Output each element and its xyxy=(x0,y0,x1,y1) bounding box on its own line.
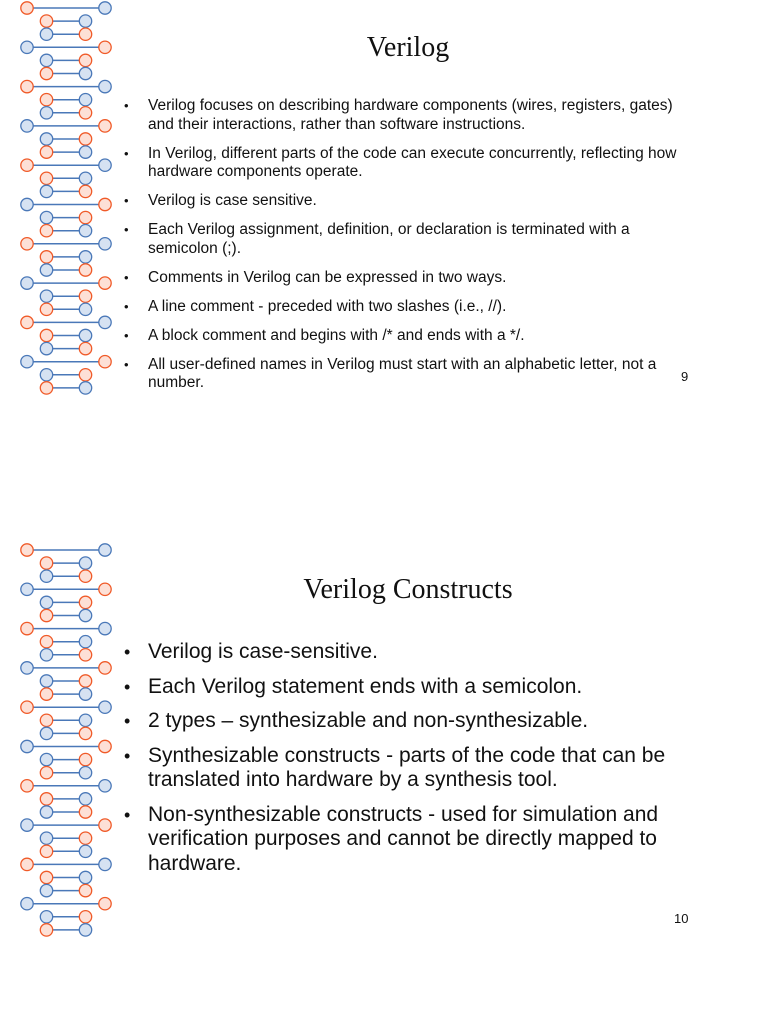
dna-node-blue xyxy=(40,884,52,896)
dna-node-orange xyxy=(40,793,52,805)
dna-node-blue xyxy=(21,819,33,831)
dna-node-blue xyxy=(21,898,33,910)
dna-node-orange xyxy=(79,264,91,276)
dna-node-orange xyxy=(99,819,111,831)
dna-node-blue xyxy=(40,596,52,608)
dna-node-blue xyxy=(40,28,52,40)
dna-node-orange xyxy=(21,544,33,556)
dna-node-blue xyxy=(40,649,52,661)
list-item: • Non-synthesizable constructs - used for simulation and verification purposes and cannot be directly mapped to hardware. xyxy=(124,802,659,875)
dna-node-orange xyxy=(40,767,52,779)
dna-node-orange xyxy=(21,622,33,634)
dna-node-blue xyxy=(40,290,52,302)
dna-node-blue xyxy=(40,675,52,687)
dna-helix-decoration xyxy=(20,542,112,952)
dna-node-orange xyxy=(21,80,33,92)
dna-node-blue xyxy=(79,636,91,648)
dna-node-blue xyxy=(40,264,52,276)
dna-node-orange xyxy=(79,369,91,381)
dna-node-orange xyxy=(99,740,111,752)
dna-node-orange xyxy=(79,806,91,818)
page-number: 10 xyxy=(674,911,689,926)
dna-node-blue xyxy=(99,622,111,634)
dna-node-orange xyxy=(79,911,91,923)
list-item: • Verilog is case-sensitive. xyxy=(124,640,378,663)
dna-node-blue xyxy=(79,15,91,27)
dna-node-orange xyxy=(40,94,52,106)
dna-node-orange xyxy=(40,871,52,883)
dna-node-orange xyxy=(40,303,52,315)
dna-node-orange xyxy=(40,67,52,79)
dna-node-blue xyxy=(99,80,111,92)
dna-node-blue xyxy=(79,688,91,700)
dna-node-orange xyxy=(40,609,52,621)
dna-node-orange xyxy=(99,356,111,368)
dna-node-orange xyxy=(40,557,52,569)
dna-node-blue xyxy=(40,54,52,66)
list-item: • All user-defined names in Verilog must start with an alphabetic letter, not a number. xyxy=(124,355,657,391)
list-item: • Verilog focuses on describing hardware components (wires, registers, gates) and their interactions, rather than software instructions. xyxy=(124,97,673,133)
dna-node-blue xyxy=(40,911,52,923)
dna-node-orange xyxy=(21,701,33,713)
dna-node-blue xyxy=(99,858,111,870)
dna-node-orange xyxy=(79,596,91,608)
dna-node-blue xyxy=(21,583,33,595)
dna-node-blue xyxy=(40,727,52,739)
dna-node-blue xyxy=(79,225,91,237)
dna-node-blue xyxy=(99,2,111,14)
slide-title: Verilog Constructs xyxy=(303,574,513,605)
dna-node-orange xyxy=(79,753,91,765)
list-item: • Verilog is case sensitive. xyxy=(124,192,317,209)
dna-node-orange xyxy=(79,211,91,223)
dna-node-blue xyxy=(79,845,91,857)
dna-node-orange xyxy=(21,316,33,328)
dna-node-orange xyxy=(79,342,91,354)
dna-node-orange xyxy=(40,146,52,158)
dna-node-blue xyxy=(40,753,52,765)
dna-node-orange xyxy=(21,780,33,792)
dna-node-blue xyxy=(79,172,91,184)
dna-node-orange xyxy=(40,15,52,27)
dna-node-orange xyxy=(79,290,91,302)
dna-node-blue xyxy=(79,609,91,621)
dna-node-orange xyxy=(21,238,33,250)
dna-node-blue xyxy=(21,356,33,368)
bullet-list xyxy=(124,97,690,403)
dna-node-orange xyxy=(40,251,52,263)
dna-node-blue xyxy=(40,185,52,197)
dna-node-blue xyxy=(40,806,52,818)
slide-title: Verilog xyxy=(366,32,450,63)
list-item: • Each Verilog assignment, definition, or declaration is terminated with a semicolon (;). xyxy=(124,221,630,257)
dna-node-orange xyxy=(99,662,111,674)
dna-node-orange xyxy=(79,28,91,40)
dna-node-orange xyxy=(79,107,91,119)
dna-node-blue xyxy=(99,780,111,792)
dna-node-orange xyxy=(79,832,91,844)
dna-node-orange xyxy=(40,636,52,648)
list-item: • A block comment and begins with /* and ends with a */. xyxy=(124,326,525,344)
list-item: • Synthesizable constructs - parts of the code that can be translated into hardware by a synthesis tool. xyxy=(124,743,666,791)
dna-node-blue xyxy=(99,316,111,328)
dna-node-orange xyxy=(21,159,33,171)
dna-node-blue xyxy=(79,557,91,569)
dna-node-orange xyxy=(40,845,52,857)
dna-helix-decoration xyxy=(20,0,112,410)
dna-node-orange xyxy=(40,924,52,936)
dna-node-blue xyxy=(40,211,52,223)
dna-node-orange xyxy=(99,898,111,910)
list-item: • Comments in Verilog can be expressed in two ways. xyxy=(124,268,507,286)
dna-node-blue xyxy=(79,714,91,726)
dna-node-orange xyxy=(40,172,52,184)
dna-node-blue xyxy=(79,67,91,79)
dna-node-orange xyxy=(79,727,91,739)
dna-node-blue xyxy=(21,277,33,289)
dna-node-blue xyxy=(40,107,52,119)
bullet-list xyxy=(124,640,696,886)
dna-node-blue xyxy=(79,94,91,106)
dna-node-blue xyxy=(79,793,91,805)
dna-node-orange xyxy=(99,120,111,132)
dna-node-blue xyxy=(99,159,111,171)
dna-node-blue xyxy=(99,544,111,556)
dna-node-blue xyxy=(40,133,52,145)
page-number: 9 xyxy=(681,369,689,384)
dna-node-orange xyxy=(99,277,111,289)
dna-node-orange xyxy=(79,185,91,197)
dna-node-blue xyxy=(79,303,91,315)
dna-node-blue xyxy=(40,570,52,582)
dna-node-orange xyxy=(21,2,33,14)
dna-node-blue xyxy=(79,767,91,779)
dna-node-orange xyxy=(79,133,91,145)
dna-node-blue xyxy=(99,238,111,250)
dna-node-orange xyxy=(79,884,91,896)
dna-node-blue xyxy=(79,251,91,263)
dna-node-blue xyxy=(21,198,33,210)
dna-node-blue xyxy=(21,41,33,53)
dna-node-blue xyxy=(40,369,52,381)
dna-node-orange xyxy=(79,649,91,661)
dna-node-blue xyxy=(79,871,91,883)
list-item: • A line comment - preceded with two slashes (i.e., //). xyxy=(124,297,507,315)
dna-node-orange xyxy=(99,198,111,210)
dna-node-orange xyxy=(40,225,52,237)
dna-node-orange xyxy=(79,570,91,582)
dna-node-blue xyxy=(79,382,91,394)
dna-node-blue xyxy=(99,701,111,713)
dna-node-orange xyxy=(40,382,52,394)
dna-node-blue xyxy=(21,662,33,674)
list-item: • 2 types – synthesizable and non-synthesizable. xyxy=(124,709,589,732)
dna-node-orange xyxy=(79,675,91,687)
dna-node-blue xyxy=(21,120,33,132)
slide-10 xyxy=(0,512,768,1024)
dna-node-blue xyxy=(40,832,52,844)
dna-node-blue xyxy=(21,740,33,752)
dna-node-orange xyxy=(40,688,52,700)
dna-node-orange xyxy=(21,858,33,870)
list-item: • Each Verilog statement ends with a semicolon. xyxy=(124,674,583,698)
dna-node-blue xyxy=(79,146,91,158)
dna-node-blue xyxy=(79,924,91,936)
dna-node-orange xyxy=(40,714,52,726)
list-item: • In Verilog, different parts of the code can execute concurrently, reflecting how hardware components operate. xyxy=(124,144,677,180)
dna-node-blue xyxy=(79,329,91,341)
dna-node-blue xyxy=(40,342,52,354)
dna-node-orange xyxy=(79,54,91,66)
dna-node-orange xyxy=(40,329,52,341)
